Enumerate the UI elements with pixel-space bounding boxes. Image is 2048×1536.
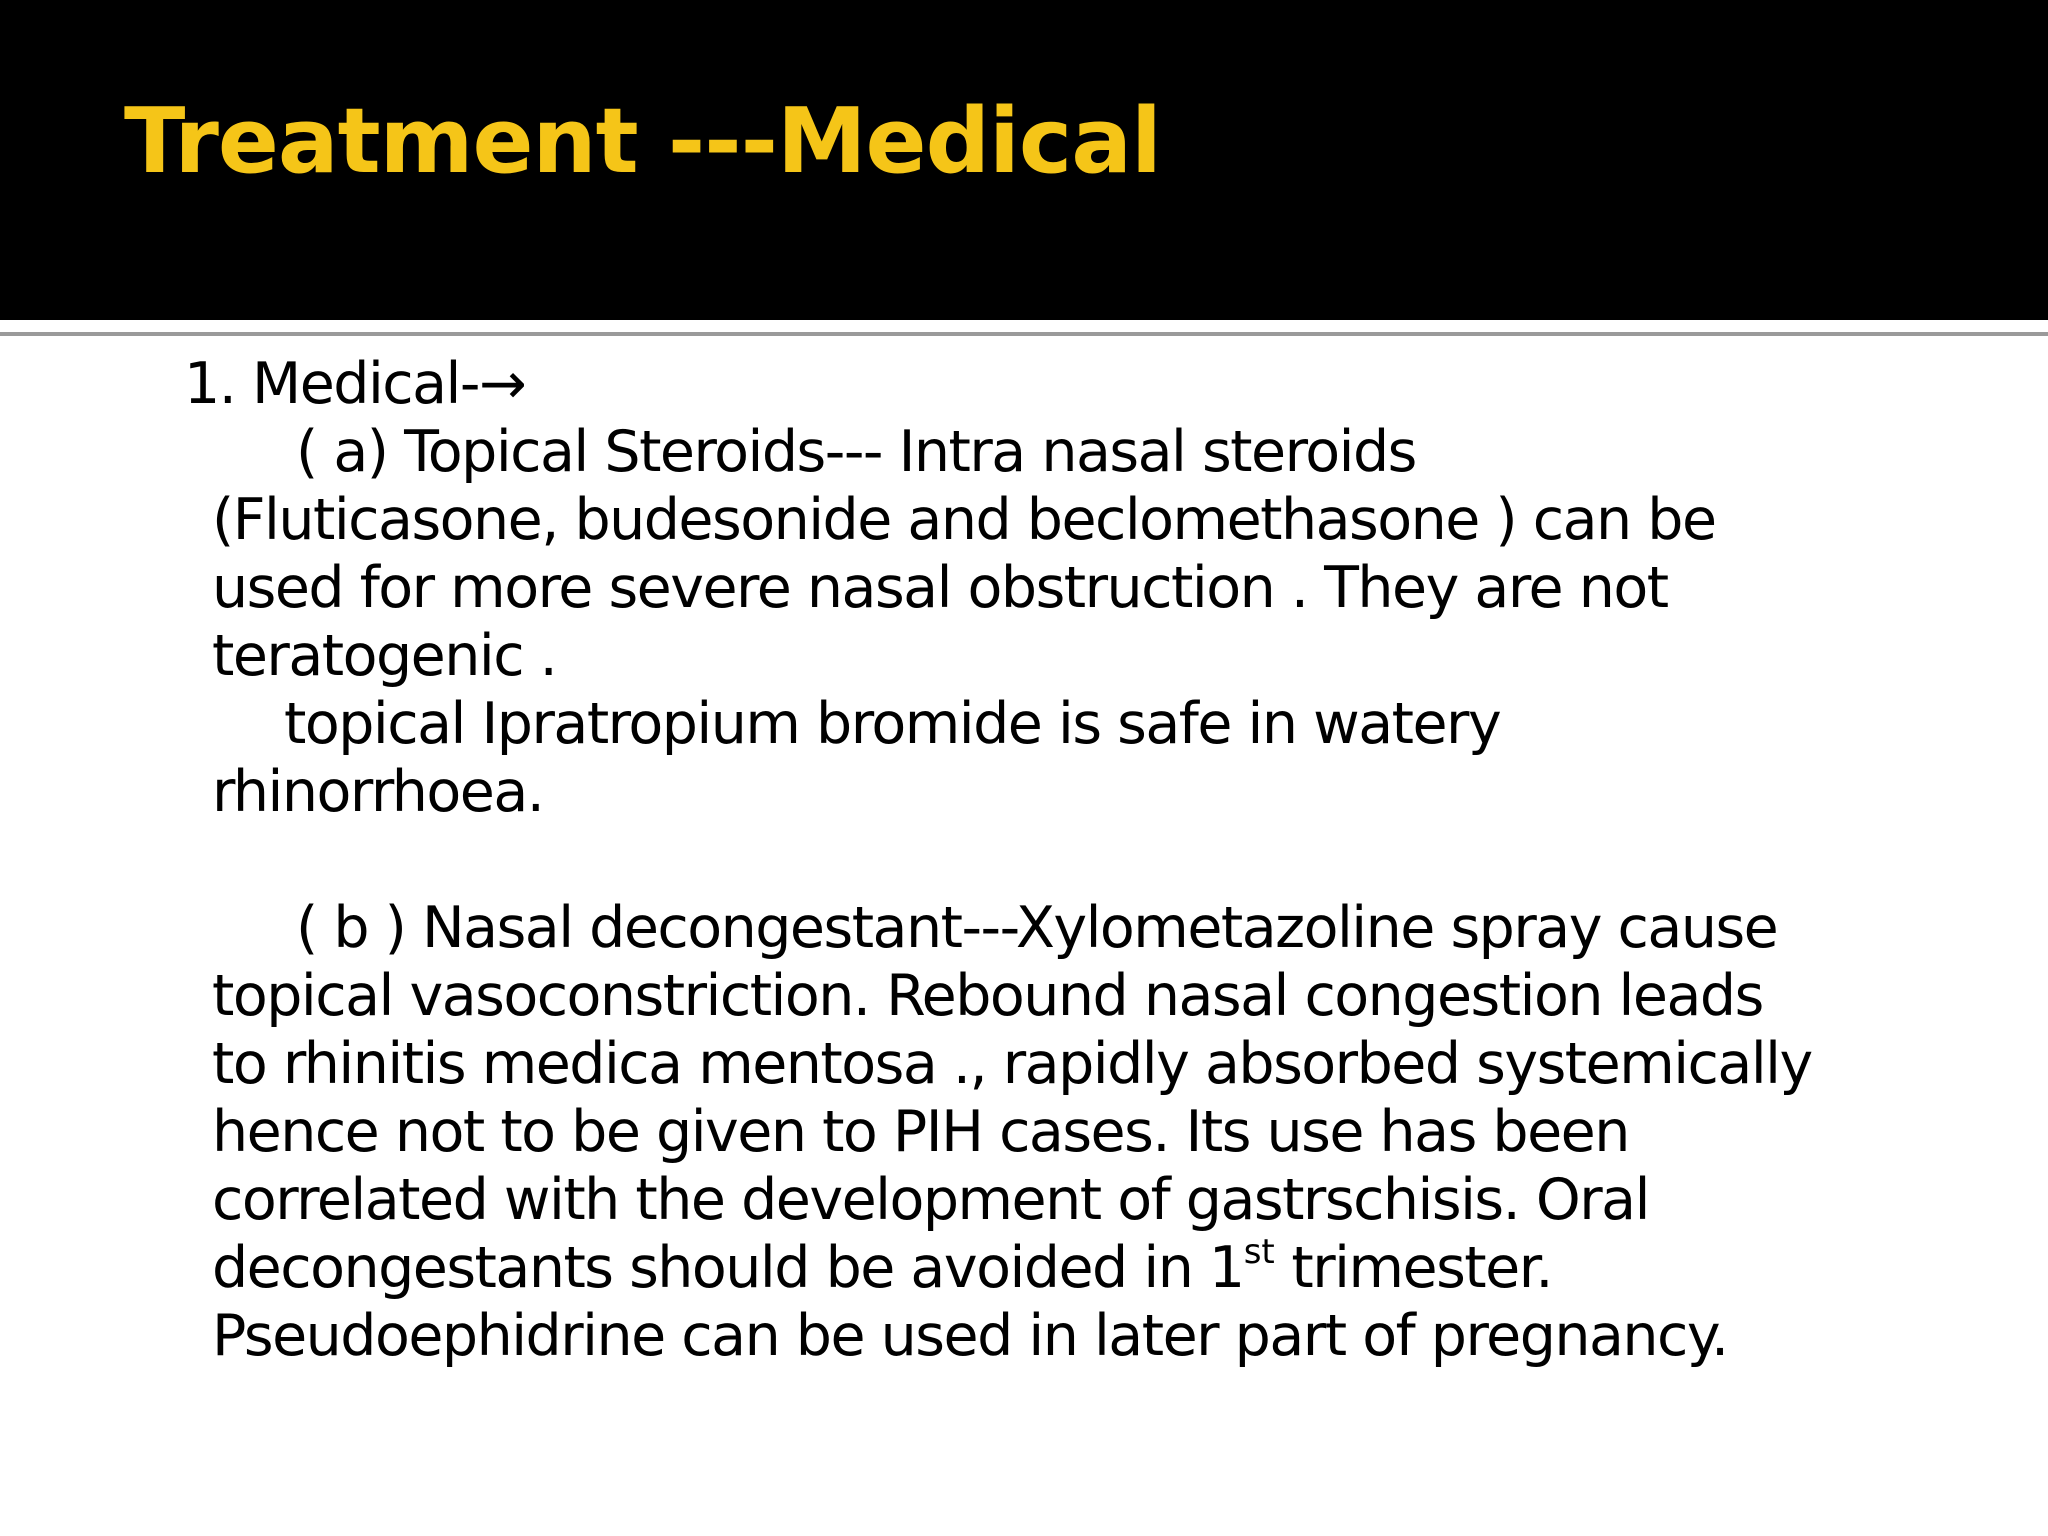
section-b-line-2: topical vasoconstriction. Rebound nasal congestion leads	[212, 963, 1763, 1029]
title-bar	[0, 0, 2048, 320]
section-b-line-1: ( b ) Nasal decongestant---Xylometazoline spray cause	[296, 895, 1778, 961]
title-divider-white	[0, 320, 2048, 326]
slide-title: Treatment ---Medical	[124, 89, 1161, 194]
heading-label: Medical-	[252, 351, 479, 417]
section-a-line-4: teratogenic .	[212, 623, 557, 689]
trimester-text-before: decongestants should be avoided in 1	[212, 1235, 1244, 1301]
trimester-text-after: trimester.	[1274, 1235, 1553, 1301]
title-divider-gray	[0, 332, 2048, 336]
section-a-line-2: (Fluticasone, budesonide and beclomethasone ) can be	[212, 487, 1716, 553]
section-a-line-1: ( a) Topical Steroids--- Intra nasal steroids	[296, 419, 1416, 485]
section-a-line-5: topical Ipratropium bromide is safe in watery	[284, 691, 1501, 757]
right-arrow-icon: →	[478, 351, 526, 417]
section-a-line-6: rhinorrhoea.	[212, 759, 544, 825]
section-a-line-3: used for more severe nasal obstruction . They are not	[212, 555, 1668, 621]
ordinal-suffix: st	[1243, 1232, 1275, 1272]
section-b-line-4: hence not to be given to PIH cases. Its use has been	[212, 1099, 1629, 1165]
section-b-line-6	[212, 1234, 1552, 1302]
section-b-line-3: to rhinitis medica mentosa ., rapidly absorbed systemically	[212, 1031, 1812, 1097]
section-b-line-5: correlated with the development of gastrschisis. Oral	[212, 1167, 1649, 1233]
heading-number: 1.	[184, 351, 236, 417]
section-b-line-7: Pseudoephidrine can be used in later part of pregnancy.	[212, 1303, 1728, 1369]
slide-body	[0, 340, 2048, 1440]
heading-line	[184, 350, 525, 418]
